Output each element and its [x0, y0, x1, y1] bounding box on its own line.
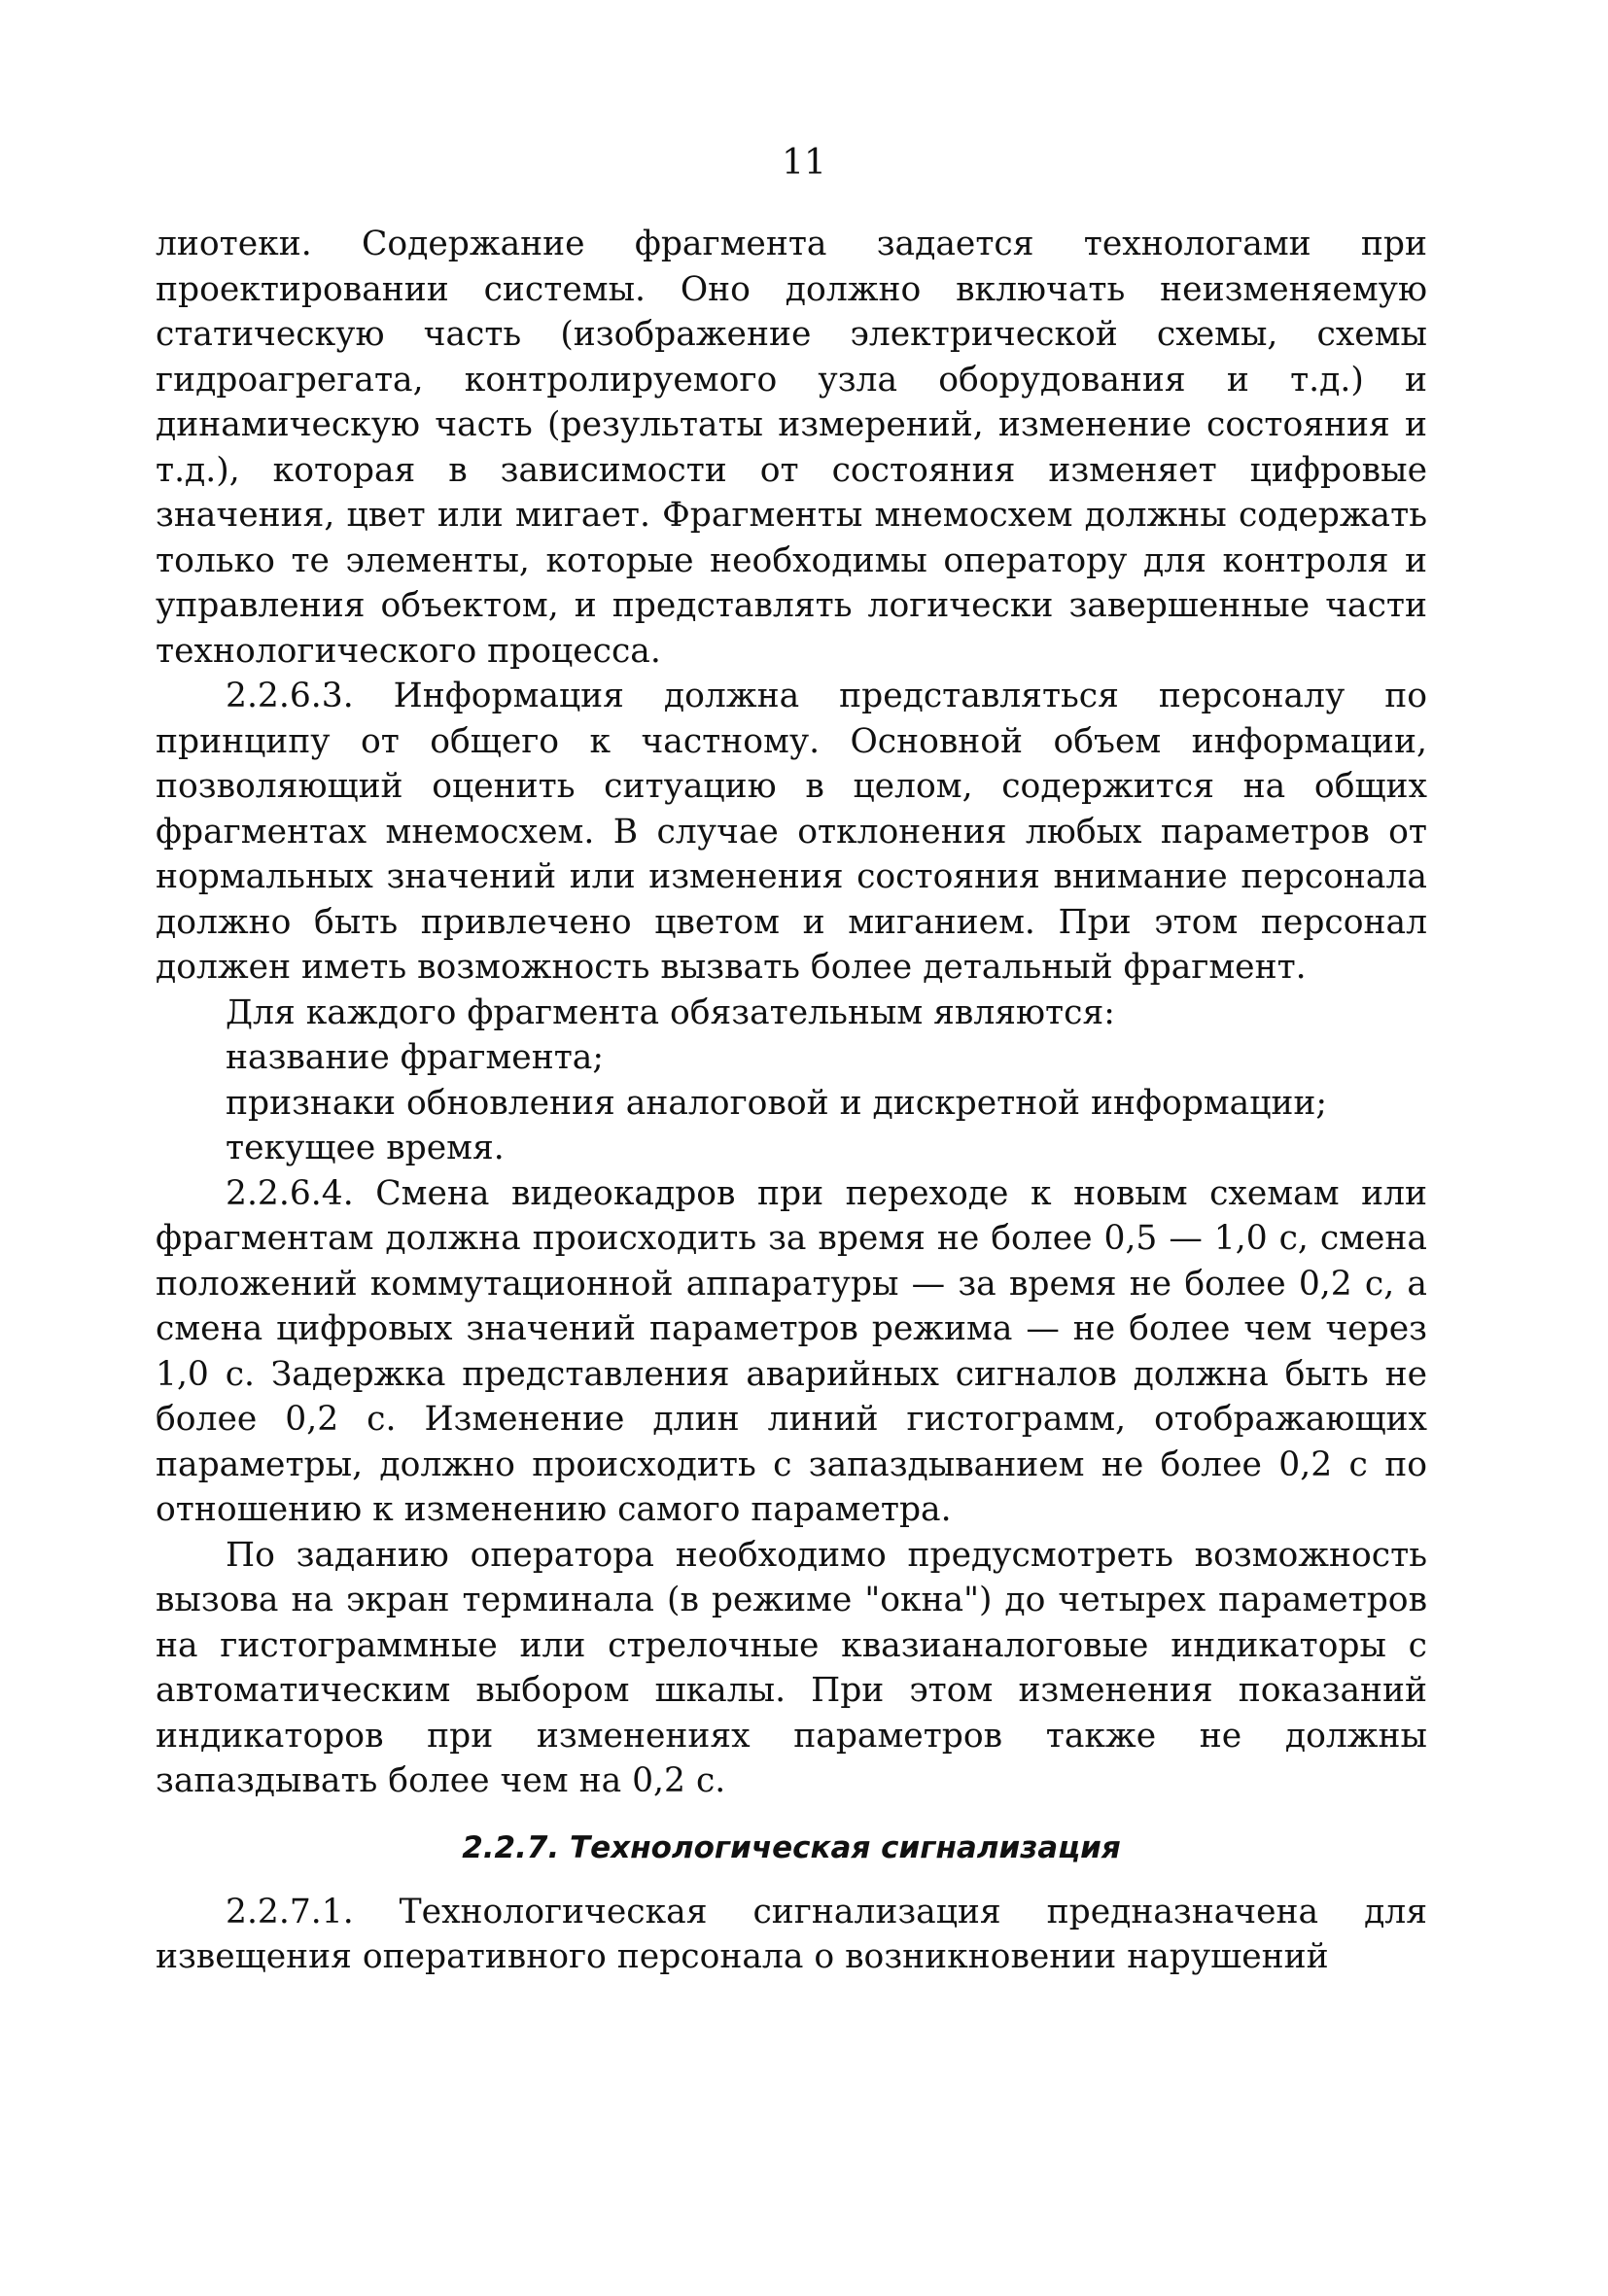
- list-item: название фрагмента;: [226, 1038, 605, 1077]
- paragraph-2-2-6-4: 2.2.6.4. Смена видеокадров при переходе к новым схемам или фрагментам должна происходить за время не более 0,5 — 1,0 с, смена положений коммутационной аппаратуры — за время не более 0,2 с, а смена цифровых значений параметров режима — не более чем через 1,0 с. Задержка представления аварийных сигналов должна быть не более 0,2 с. Изменение длин линий гистограмм, отображающих параметры, должно происходить с запаздыванием не более 0,2 с по отношению к изменению самого параметра.: [156, 1173, 1427, 1529]
- page-number: 11: [782, 143, 826, 183]
- paragraph-operator-task: По заданию оператора необходимо предусмотреть возможность вызова на экран терминала (в режиме "окна") до четырех параметров на гистограммные или стрелочные квазианалоговые индикаторы с автоматическим выбором шкалы. При этом изменения показаний индикаторов при изменениях параметров также не должны запаздывать более чем на 0,2 с.: [156, 1535, 1427, 1800]
- page-body: [156, 222, 1427, 1980]
- paragraph-2-2-6-3: 2.2.6.3. Информация должна представляться персоналу по принципу от общего к частному. Основной объем информации, позволяющий оценить ситуацию в целом, содержится на общих фрагментах мнемосхем. В случае отклонения любых параметров от нормальных значений или изменения состояния внимание персонала должно быть привлечено цветом и миганием. При этом персонал должен иметь возможность вызвать более детальный фрагмент.: [156, 677, 1427, 987]
- paragraph-2-2-7-1: 2.2.7.1. Технологическая сигнализация предназначена для извещения оперативного персонала о возникновении нарушений: [156, 1892, 1427, 1976]
- list-intro: Для каждого фрагмента обязательным являются:: [226, 992, 1115, 1032]
- paragraph-continuation: лиотеки. Содержание фрагмента задается технологами при проектировании системы. Оно должно включать неизменяемую статическую часть (изображение электрической схемы, схемы гидроагрегата, контролируемого узла оборудования и т.д.) и динамическую часть (результаты измерений, изменение состояния и т.д.), которая в зависимости от состояния изменяет цифровые значения, цвет или мигает. Фрагменты мнемосхем должны содержать только те элементы, которые необходимы оператору для контроля и управления объектом, и представлять логически завершенные части технологического процесса.: [156, 225, 1427, 671]
- section-heading: 2.2.7. Технологическая сигнализация: [462, 1829, 1121, 1865]
- list-item: текущее время.: [226, 1129, 505, 1167]
- list-item: признаки обновления аналоговой и дискретной информации;: [226, 1083, 1328, 1123]
